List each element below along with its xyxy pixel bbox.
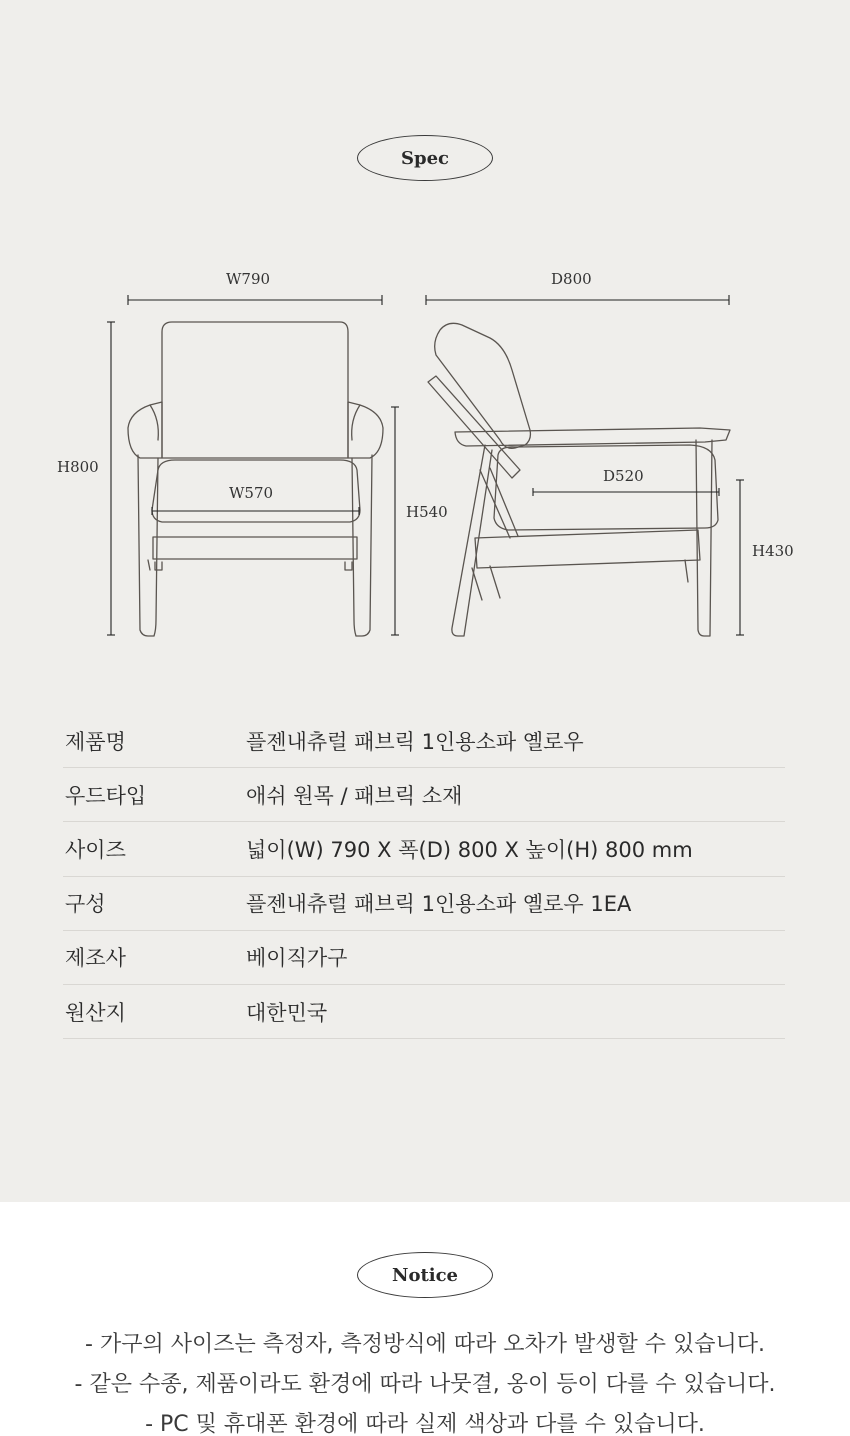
dimension-arm-height: H540 — [406, 503, 448, 521]
notice-line: - PC 및 휴대폰 환경에 따라 실제 색상과 다를 수 있습니다. — [145, 1412, 705, 1436]
notice-title: Notice — [391, 1264, 459, 1286]
dimension-depth: D800 — [551, 270, 592, 288]
sofa-front-view — [128, 322, 383, 636]
spec-row-label: 원산지 — [65, 1000, 126, 1025]
spec-row-origin — [63, 985, 785, 1039]
spec-row-value: 넓이(W) 790 X 폭(D) 800 X 높이(H) 800 mm — [246, 837, 693, 862]
spec-row-value: 애쉬 원목 / 패브릭 소재 — [246, 783, 463, 808]
dimension-seat-depth: D520 — [603, 467, 644, 485]
sofa-dimension-drawing — [0, 0, 850, 680]
dimension-height-total: H800 — [57, 458, 99, 476]
notice-list — [0, 1325, 850, 1436]
spec-row-value: 베이직가구 — [246, 946, 348, 971]
spec-row-wood-type — [63, 768, 785, 822]
spec-row-label: 구성 — [65, 892, 106, 917]
spec-row-value: 플젠내츄럴 패브릭 1인용소파 옐로우 1EA — [246, 892, 632, 917]
notice-line: - 가구의 사이즈는 측정자, 측정방식에 따라 오차가 발생할 수 있습니다. — [85, 1332, 765, 1357]
spec-row-value: 대한민국 — [246, 1000, 328, 1025]
notice-line: - 같은 수종, 제품이라도 환경에 따라 나뭇결, 옹이 등이 다를 수 있습니다. — [74, 1372, 776, 1397]
spec-row-label: 제조사 — [65, 946, 126, 971]
spec-row-manufacturer — [63, 931, 785, 985]
dimension-seat-height: H430 — [752, 542, 794, 560]
spec-row-size — [63, 822, 785, 876]
spec-row-value: 플젠내츄럴 패브릭 1인용소파 옐로우 — [246, 729, 584, 754]
spec-row-label: 우드타입 — [65, 783, 147, 808]
dimension-seat-width: W570 — [229, 484, 274, 502]
dimension-front-width: W790 — [226, 270, 271, 288]
notice-title-badge — [357, 1252, 493, 1298]
spec-row-label: 사이즈 — [65, 837, 126, 862]
spec-row-composition — [63, 877, 785, 931]
spec-title: Spec — [401, 147, 449, 169]
sofa-side-view — [428, 323, 730, 636]
spec-row-product-name — [63, 714, 785, 768]
spec-row-label: 제품명 — [65, 729, 126, 754]
spec-table — [63, 714, 785, 1039]
